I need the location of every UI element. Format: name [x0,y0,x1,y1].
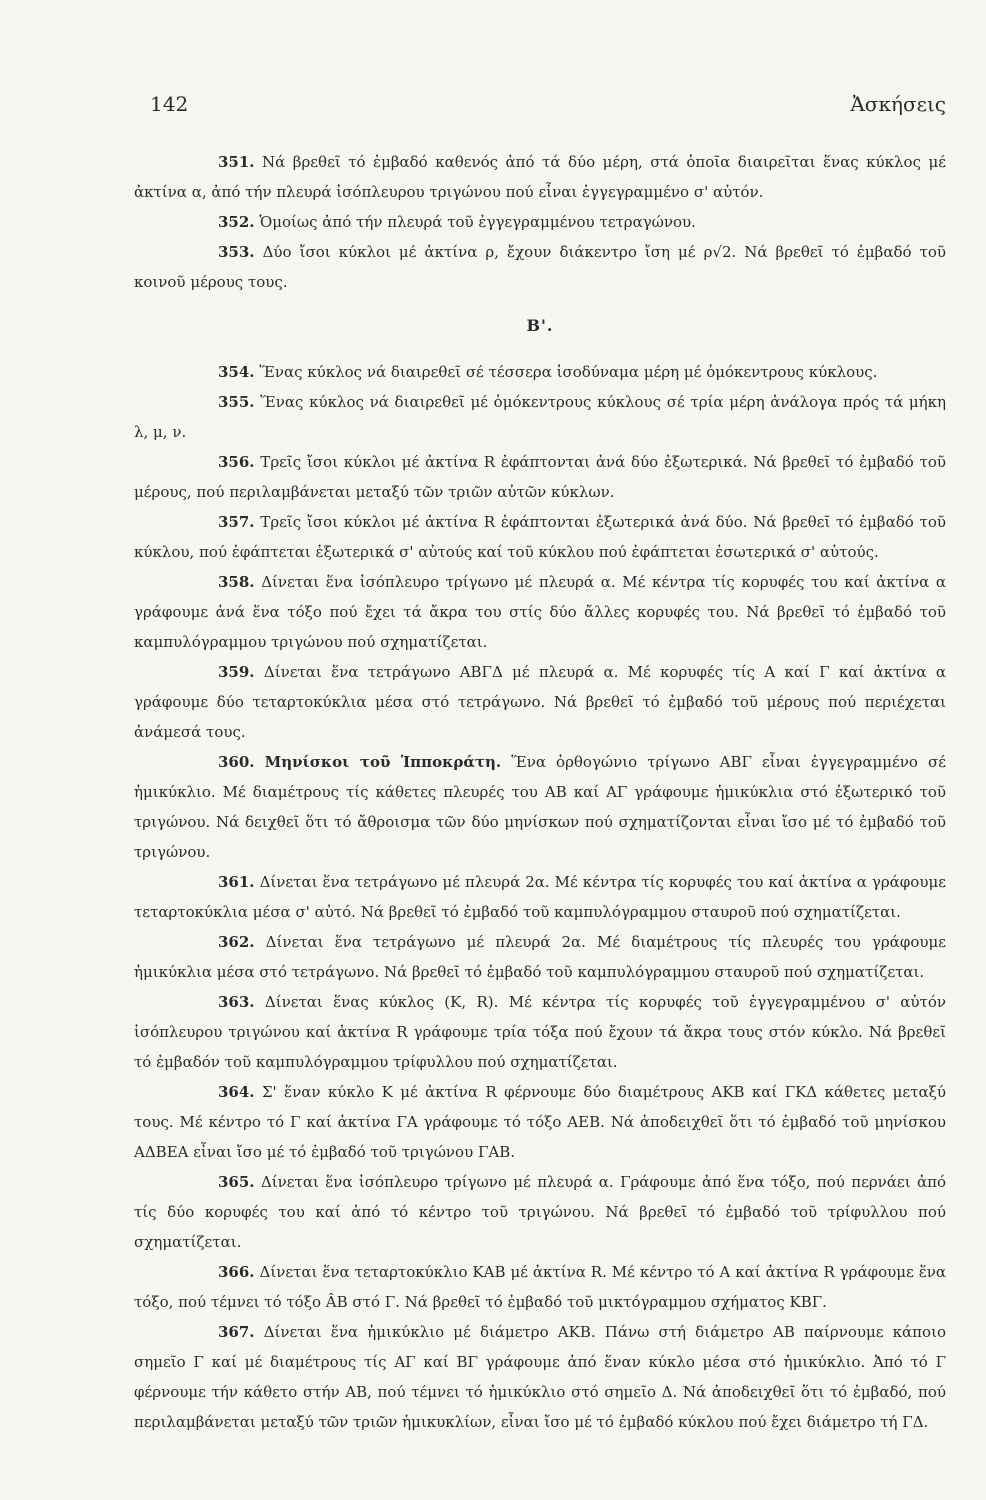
section-heading: Β'. [526,316,554,335]
exercise-number: 357. [218,513,255,531]
exercise-360 [134,747,946,867]
exercise-text: Δίνεται ἕνα τετράγωνο ΑΒΓΔ μέ πλευρά α. Μέ κορυφές τίς Α καί Γ καί ἀκτίνα α γράφουμε δύο τεταρτοκύκλια μέσα στό τετράγωνο. Νά βρεθεῖ τό ἐμβαδό τοῦ μέρους πού περιέχεται ἀνάμεσά τους. [134,663,946,741]
exercise-text: Ἕνας κύκλος νά διαιρεθεῖ μέ ὁμόκεντρους κύκλους σέ τρία μέρη ἀνάλογα πρός τά μήκη λ, μ, ν. [134,393,946,441]
exercise-number: 364. [218,1083,255,1101]
exercise-number: 359. [218,663,255,681]
exercise-363 [134,987,946,1077]
exercise-number: 351. [218,153,255,171]
exercise-text: Ὁμοίως ἀπό τήν πλευρά τοῦ ἐγγεγραμμένου τετραγώνου. [259,213,696,231]
exercise-number: 365. [218,1173,255,1191]
exercise-list [134,147,946,1437]
exercise-number: 362. [218,933,255,951]
page-number: 142 [150,92,189,116]
exercise-text: Τρεῖς ἴσοι κύκλοι μέ ἀκτίνα R ἐφάπτονται ἀνά δύο ἐξωτερικά. Νά βρεθεῖ τό ἐμβαδό τοῦ μέρους, πού περιλαμβάνεται μεταξύ τῶν τριῶν αὐτῶν κύκλων. [134,453,946,501]
exercise-text: Δίνεται ἕνα ἰσόπλευρο τρίγωνο μέ πλευρά α. Γράφουμε ἀπό ἕνα τόξο, πού περνάει ἀπό τίς δύο κορυφές του καί ἀπό τό κέντρο τοῦ τριγώνου. Νά βρεθεῖ τό ἐμβαδό τοῦ τρίφυλλου πού σχηματίζεται. [134,1173,946,1251]
exercise-number: 353. [218,243,255,261]
exercise-text: Δίνεται ἕνα ἰσόπλευρο τρίγωνο μέ πλευρά α. Μέ κέντρα τίς κορυφές του καί ἀκτίνα α γράφουμε ἀνά ἕνα τόξο πού ἔχει τά ἄκρα του στίς δύο ἄλλες κορυφές του. Νά βρεθεῖ τό ἐμβαδό τοῦ καμπυλόγραμμου τριγώνου πού σχηματίζεται. [134,573,946,651]
exercise-number: 361. [218,873,255,891]
exercise-362 [134,927,946,987]
exercise-number: 360. [218,753,255,771]
exercise-number: 355. [218,393,255,411]
exercise-356 [134,447,946,507]
running-title: Ἀσκήσεις [850,92,946,116]
exercise-354 [134,357,946,387]
exercise-number: 358. [218,573,255,591]
exercise-367 [134,1317,946,1437]
exercise-353 [134,237,946,297]
exercise-357 [134,507,946,567]
exercise-number: 367. [218,1323,255,1341]
exercise-title: Μηνίσκοι τοῦ Ἱπποκράτη. [264,753,502,771]
exercise-364 [134,1077,946,1167]
running-head [134,92,946,122]
exercise-text: Ἕνα ὀρθογώνιο τρίγωνο ΑΒΓ εἶναι ἐγγεγραμμένο σέ ἡμικύκλιο. Μέ διαμέτρους τίς κάθετες πλευρές του ΑΒ καί ΑΓ γράφουμε ἡμικύκλια στό ἐξωτερικό τοῦ τριγώνου. Νά δειχθεῖ ὅτι τό ἄθροισμα τῶν δύο μηνίσκων πού σχηματίζονται εἶναι ἴσο μέ τό ἐμβαδό τοῦ τριγώνου. [134,753,946,861]
exercise-358 [134,567,946,657]
exercise-text: Δίνεται ἕνα τετράγωνο μέ πλευρά 2α. Μέ διαμέτρους τίς πλευρές του γράφουμε ἡμικύκλια μέσα στό τετράγωνο. Νά βρεθεῖ τό ἐμβαδό τοῦ καμπυλόγραμμου σταυροῦ πού σχηματίζεται. [134,933,946,981]
exercise-text: Τρεῖς ἴσοι κύκλοι μέ ἀκτίνα R ἐφάπτονται ἐξωτερικά ἀνά δύο. Νά βρεθεῖ τό ἐμβαδό τοῦ κύκλου, πού ἐφάπτεται ἐξωτερικά σ' αὐτούς καί τοῦ κύκλου πού ἐφάπτεται ἐσωτερικά σ' αὐτούς. [134,513,946,561]
exercise-361 [134,867,946,927]
exercise-352 [134,207,946,237]
exercise-text: Δύο ἴσοι κύκλοι μέ ἀκτίνα ρ, ἔχουν διάκεντρο ἴση μέ ρ√2. Νά βρεθεῖ τό ἐμβαδό τοῦ κοινοῦ μέρους τους. [134,243,946,291]
exercise-text: Δίνεται ἕνα τεταρτοκύκλιο ΚΑΒ μέ ἀκτίνα R. Μέ κέντρο τό Α καί ἀκτίνα R γράφουμε ἕνα τόξο, πού τέμνει τό τόξο ÂB στό Γ. Νά βρεθεῖ τό ἐμβαδό τοῦ μικτόγραμμου σχήματος ΚΒΓ. [134,1263,946,1311]
exercise-number: 366. [218,1263,255,1281]
exercise-359 [134,657,946,747]
exercise-text: Δίνεται ἕνας κύκλος (Κ, R). Μέ κέντρα τίς κορυφές τοῦ ἐγγεγραμμένου σ' αὐτόν ἰσόπλευρου τριγώνου καί ἀκτίνα R γράφουμε τρία τόξα πού ἔχουν τά ἄκρα τους στόν κύκλο. Νά βρεθεῖ τό ἐμβαδόν τοῦ καμπυλόγραμμου τρίφυλλου πού σχηματίζεται. [134,993,946,1071]
exercise-number: 356. [218,453,255,471]
exercise-number: 363. [218,993,255,1011]
exercise-text: Δίνεται ἕνα τετράγωνο μέ πλευρά 2α. Μέ κέντρα τίς κορυφές του καί ἀκτίνα α γράφουμε τεταρτοκύκλια μέσα σ' αὐτό. Νά βρεθεῖ τό ἐμβαδό τοῦ καμπυλόγραμμου σταυροῦ πού σχηματίζεται. [134,873,946,921]
exercise-366 [134,1257,946,1317]
exercise-number: 354. [218,363,255,381]
exercise-text: Σ' ἕναν κύκλο Κ μέ ἀκτίνα R φέρνουμε δύο διαμέτρους ΑΚΒ καί ΓΚΔ κάθετες μεταξύ τους. Μέ κέντρο τό Γ καί ἀκτίνα ΓΑ γράφουμε τό τόξο ΑΕΒ. Νά ἀποδειχθεῖ ὅτι τό ἐμβαδό τοῦ μηνίσκου ΑΔΒΕΑ εἶναι ἴσο μέ τό ἐμβαδό τοῦ τριγώνου ΓΑΒ. [134,1083,946,1161]
exercise-355 [134,387,946,447]
exercise-351 [134,147,946,207]
exercise-text: Δίνεται ἕνα ἡμικύκλιο μέ διάμετρο ΑΚΒ. Πάνω στή διάμετρο ΑΒ παίρνουμε κάποιο σημεῖο Γ καί μέ διαμέτρους τίς ΑΓ καί ΒΓ γράφουμε ἀπό ἕναν κύκλο μέσα στό ἡμικύκλιο. Ἀπό τό Γ φέρνουμε τήν κάθετο στήν ΑΒ, πού τέμνει τό ἡμικύκλιο στό σημεῖο Δ. Νά ἀποδειχθεῖ ὅτι τό ἐμβαδό, πού περιλαμβάνεται μεταξύ τῶν τριῶν ἡμικυκλίων, εἶναι ἴσο μέ τό ἐμβαδό κύκλου πού ἔχει διάμετρο τή ΓΔ. [134,1323,946,1431]
exercise-text: Νά βρεθεῖ τό ἐμβαδό καθενός ἀπό τά δύο μέρη, στά ὁποῖα διαιρεῖται ἕνας κύκλος μέ ἀκτίνα α, ἀπό τήν πλευρά ἰσόπλευρου τριγώνου πού εἶναι ἐγγεγραμμένο σ' αὐτόν. [134,153,946,201]
exercise-365 [134,1167,946,1257]
exercise-number: 352. [218,213,255,231]
exercise-text: Ἕνας κύκλος νά διαιρεθεῖ σέ τέσσερα ἰσοδύναμα μέρη μέ ὁμόκεντρους κύκλους. [259,363,878,381]
